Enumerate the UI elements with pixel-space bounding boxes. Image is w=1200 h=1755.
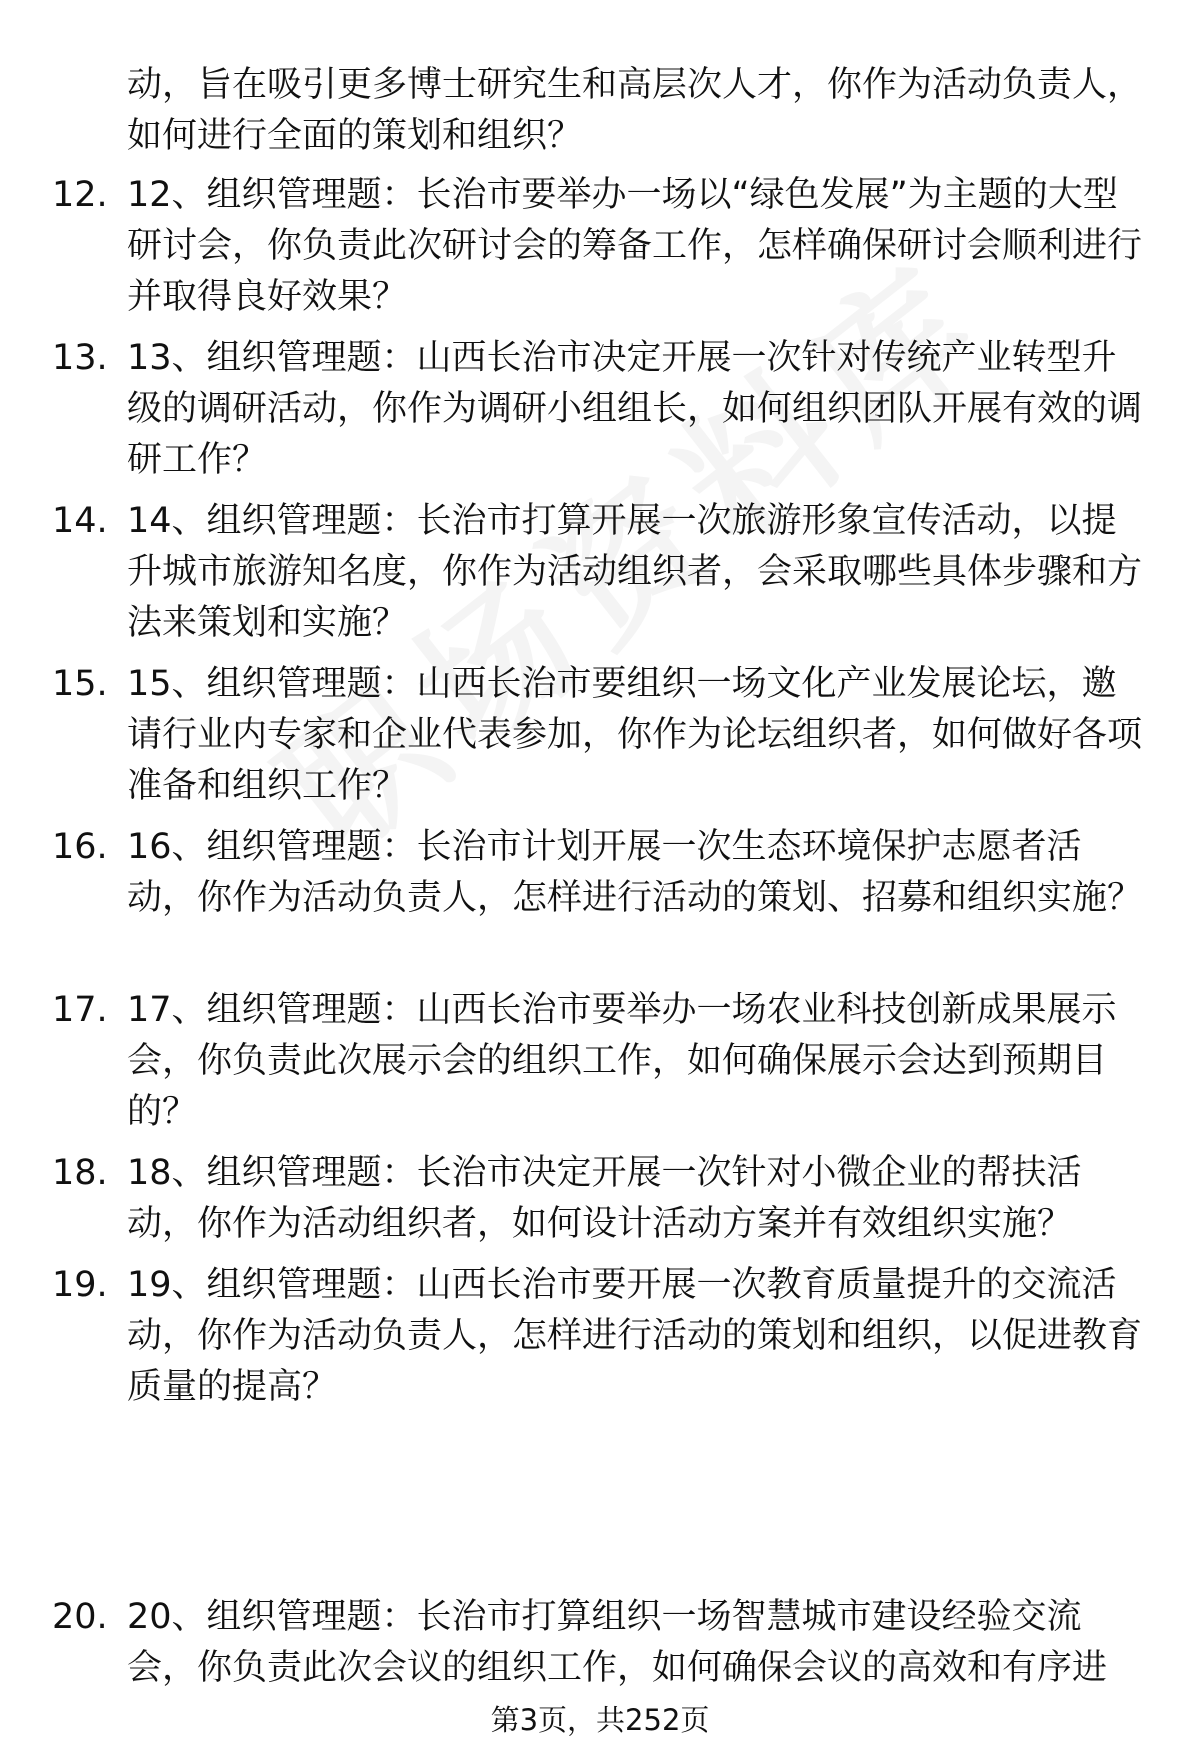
page-number: 第3页，共252页 (490, 1703, 710, 1737)
item-number: 20. (52, 1597, 108, 1637)
question-text: 19、组织管理题：山西长治市要开展一次教育质量提升的交流活动，你作为活动负责人，怎样进行活动的策划和组织，以促进教育质量的提高？ (127, 1265, 1143, 1407)
question-text: 18、组织管理题：长治市决定开展一次针对小微企业的帮扶活动，你作为活动组织者，如何设计活动方案并有效组织实施？ (127, 1153, 1082, 1244)
question-text: 20、组织管理题：长治市打算组织一场智慧城市建设经验交流会，你负责此次会议的组织工作，如何确保会议的高效和有序进 (127, 1597, 1108, 1688)
question-text: 14、组织管理题：长治市打算开展一次旅游形象宣传活动，以提升城市旅游知名度，你作为活动组织者，会采取哪些具体步骤和方法来策划和实施？ (127, 501, 1143, 643)
item-number: 16. (52, 827, 108, 867)
question-text: 12、组织管理题：长治市要举办一场以“绿色发展”为主题的大型研讨会，你负责此次研讨会的筹备工作，怎样确保研讨会顺利进行并取得良好效果？ (127, 175, 1143, 317)
question-text: 15、组织管理题：山西长治市要组织一场文化产业发展论坛，邀请行业内专家和企业代表参加，你作为论坛组织者，如何做好各项准备和组织工作？ (127, 664, 1143, 806)
question-text: 17、组织管理题：山西长治市要举办一场农业科技创新成果展示会，你负责此次展示会的组织工作，如何确保展示会达到预期目的？ (127, 990, 1117, 1132)
continued-question-text: 动，旨在吸引更多博士研究生和高层次人才，你作为活动负责人，如何进行全面的策划和组织？ (127, 65, 1143, 156)
question-text: 13、组织管理题：山西长治市决定开展一次针对传统产业转型升级的调研活动，你作为调研小组组长，如何组织团队开展有效的调研工作？ (127, 338, 1143, 480)
question-text: 16、组织管理题：长治市计划开展一次生态环境保护志愿者活动，你作为活动负责人，怎样进行活动的策划、招募和组织实施？ (127, 827, 1143, 918)
item-number: 19. (52, 1265, 108, 1305)
item-number: 13. (52, 338, 108, 378)
item-number: 12. (52, 175, 108, 215)
item-number: 14. (52, 501, 108, 541)
item-number: 15. (52, 664, 108, 704)
item-number: 18. (52, 1153, 108, 1193)
item-number: 17. (52, 990, 108, 1030)
